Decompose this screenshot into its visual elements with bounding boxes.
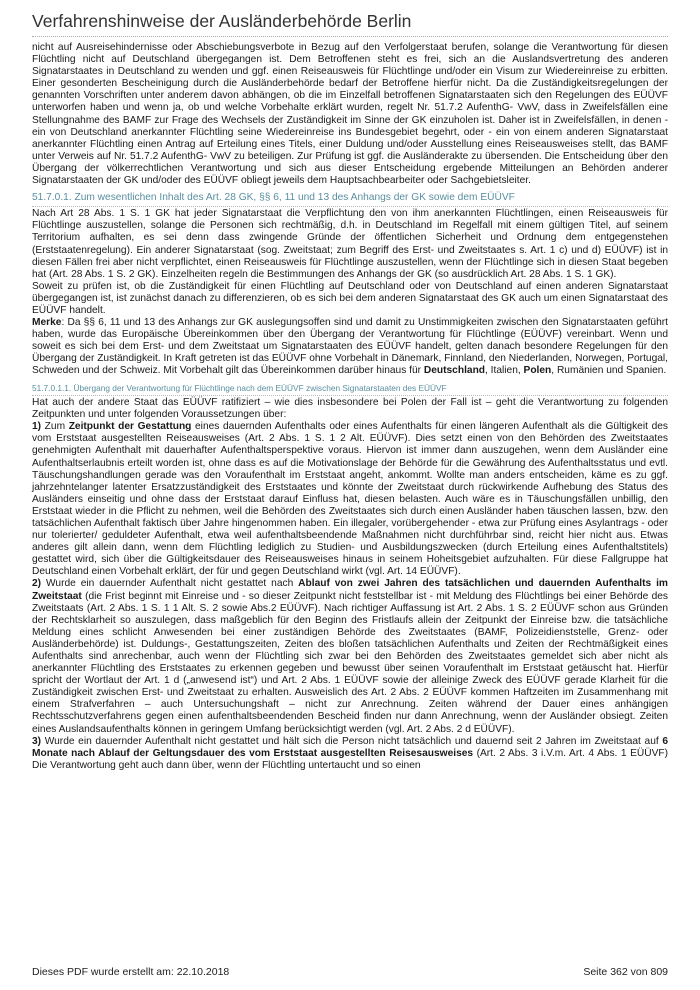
bold-text: Zeitpunkt der Gestattung xyxy=(68,421,192,433)
text-run: (die Frist beginnt mit Einreise und - so dieser Zeitpunkt nicht feststellbar ist - mit Meldung des Flüchtlings bei einer Behörde des Zweitstaats (Art. 2 Abs. 1 S. 1 1 Alt. S. 2 sowie Abs.2 EÜÜVF). Nach richtiger Auffassung ist Art. 2 Abs. 1 S. 2 EÜÜVF schon aus Gründen der Rechtsklarheit so auszulegen, dass maßgeblich für den Beginn des Fristlaufs allein der Zeitpunkt der Einreise bzw. die tatsächliche Meldung eines schlicht Anwesenden bei einer zuständigen Behörde des Zweitstaates (BAMF, Polizeidienststelle, Grenz- oder Ausländerbehörde) ist. Duldungs-, Gestattungszeiten, Zeiten des bloßen tatsächlichen Aufenthalts und Zeiten der Rechtmäßigkeit eines Aufenthalts sind anrechenbar, auch wenn der Flüchtling sich zwar bei den Behörden des Zweitstaates gemeldet sich aber nicht als anerkannter Flüchtling des Erststaates zu erkennen gegeben und bewusst über seinen Voraufenthalt im Erststaat getäuscht hat. Hierfür spricht der Wortlaut der Art. 1 d („anwesend ist“) und Art. 2 Abs. 1 EÜÜVF sowie der alleinige Zweck des EÜÜVF gerade Klarheit für die Zuständigkeit zwischen Erst- und Zweitstaat zu erhalten. Ausweislich des Art. 2 Abs. 2 EÜÜVF kommen Haftzeiten im Zusammenhang mit einem Strafverfahren – auch Untersuchungshaft – nicht zur Anrechnung. Zeiten während der Dauer eines anhängigen Rechtsschutzverfahrens gegen einen aufenthaltsbeendenden Bescheid finden nur dann Anrechnung, wenn der Ausländer obsiegt. Zeiten eines Auslandsaufenthalts können in geringem Umfang berücksichtigt werden (vgl. Art. 2 Abs. 2 d EÜÜVF). xyxy=(32,590,668,735)
text-run: eines dauernden Aufenthalts oder eines Aufenthalts für einen längeren Aufenthalt als die Gültigkeit des vom Erststaat ausgestellten Reiseausweises (Art. 2 Abs. 1 S. 1 2 Alt. EÜÜVF). Dies setzt einen von den Behörden des Zweitstaates genehmigten Aufenthalt mit dauerhafter Aufenthaltsperspektive voraus. Hiervon ist immer dann auszugehen, wenn dem Ausländer eine Aufenthaltserlaubnis erteilt worden ist, ohne dass es auf die Motivationslage der Behörde für die Gewährung des Aufenthaltsstatus und evtl. Täuschungshandlungen gerade was den Voraufenthalt im Erststaat angeht, ankommt. Wollte man anders entscheiden, käme es zu ggf. jahrzehntelanger latenter Ersatzzuständigkeit des Erststaates und könnte der Zweitstaat durch rückwirkende Aufhebung des Status des Ausländers einseitig und ohne dass der Erststaat darauf Einfluss hat, diesen belasten. Auch wäre es in Täuschungsfällen unbillig, den Erststaat wieder in die Pflicht zu nehmen, weil die Behörden des Zweitstaates sich durch einen Ausländer haben täuschen lassen, bzw. den tatsächlichen Aufenthalt faktisch über Jahre hingenommen haben. Ein illegaler, vorübergehender - etwa zur Prüfung eines Asylantrags - oder nur tolerierter/ geduldeter Aufenthalt, etwa weil aufenthaltsbeendende Maßnahmen nicht durchführbar sind, reicht hier nicht aus. Etwas anderes gilt allein dann, wenn dem Flüchtling lediglich zu Studien- und Ausbildungszwecken (durch Erteilung eines Aufenthaltstitels) gestattet wird, sich über die Gültigkeitsdauer des Reiseausweises hinaus in seinem Hoheitsgebiet aufzuhalten. Für diese Fallgruppe hat Deutschland einen Vorbehalt erklärt, der für und gegen Deutschland wirkt (vgl. Art. 14 EÜÜVF). xyxy=(32,421,668,578)
body-paragraph xyxy=(32,42,668,187)
bold-text: 3) xyxy=(32,735,42,747)
bold-text: Ablauf von zwei Jahren des tatsächlichen und dauernden Aufenthalts im Zweitstaat xyxy=(32,578,668,602)
document-page xyxy=(32,0,668,990)
text-run: Hat auch der andere Staat das EÜÜVF ratifiziert – wie dies insbesondere bei Polen der Fall ist – geht die Verantwortung zu folgenden Zeitpunkten und unter folgenden Voraussetzungen über: xyxy=(32,397,668,421)
bold-text: 2) xyxy=(32,578,42,590)
text-run: , Italien, xyxy=(485,365,524,377)
text-run: Zum xyxy=(41,421,69,433)
body-paragraph xyxy=(32,208,668,281)
bold-text: Merke xyxy=(32,317,62,329)
text-run: : Da §§ 6, 11 und 13 des Anhangs zur GK auslegungsoffen sind und damit zu Unstimmigkeiten zwischen den Signatarstaaten geführt haben, wurde das Europäische Übereinkommen über den Übergang der Verantwortung für Flüchtlinge (EÜÜVF) vereinbart. Wenn und soweit es sich bei dem Erst- und dem Zweitstaat um Signatarstaaten des EÜÜVF handelt, gelten danach besondere Regelungen für den Übergang der Zuständigkeit. In Kraft getreten ist das EÜÜVF ohne Vorbehalt in Dänemark, Finnland, den Niederlanden, Norwegen, Portugal, Schweden und der Schweiz. Mit Vorbehalt gilt das Übereinkommen darüber hinaus für xyxy=(32,317,668,377)
document-body xyxy=(32,42,668,772)
text-run: (Art. 2 Abs. 3 i.V.m. Art. 4 Abs. 1 EÜÜVF) Die Verantwortung geht auch dann über, wenn der Flüchtling untertaucht und so einen xyxy=(32,747,668,771)
page-number: Seite 362 von 809 xyxy=(583,966,668,978)
body-paragraph xyxy=(32,421,668,578)
text-run: nicht auf Ausreisehindernisse oder Abschiebungsverbote in Bezug auf den Verfolgerstaat berufen, solange die Verantwortung für diesen Flüchtling nicht auf Deutschland übergegangen ist. Dem Betroffenen steht es frei, sich an die Auslandsvertretung des anderen Signatarstaates in Deutschland zu wenden und ggf. einen Reiseausweis für Flüchtlinge und/oder ein Visum zur Wiedereinreise zu erbitten. Einer gesonderten Bescheinigung durch die Ausländerbehörde bedarf der Betroffene hierfür nicht. Da die Zuständigkeitsregelungen der genannten Vorschriften unter anderem davon abhängen, ob die im Einzelfall betroffenen Signatarstaaten sich den Regelungen des EÜÜVF unterworfen haben und wenn ja, ob und welche Vorbehalte erklärt wurden, regelt Nr. 51.7.2 AufenthG- VwV, dass in Zweifelsfällen eine Stellungnahme des BAMF zur Frage des Wechsels der Zuständigkeit im Sinne der GK einzuholen ist. Daher ist in Zweifelsfällen, in denen - ein von Deutschland anerkannter Flüchtling seine Wiedereinreise ins Bundesgebiet begehrt, oder - ein von einem anderen Signatarstaat anerkannter Flüchtling einen Antrag auf Erteilung eines Titels, einer Duldung und/oder Ausstellung eines Reiseausweises stellt, das BAMF unter Verweis auf Nr. 51.7.2 AufenthG- VwV zu beteiligen. Zur Prüfung ist ggf. die Ausländerakte zu übersenden. Die Entscheidung über den Übergang der völkerrechtlichen Verantwortung und sich aus dieser Entscheidung ergebende Mitteilungen an Behörden anderer Signatarstaaten der GK und/oder des EÜÜVF obliegt jeweils dem Hauptsachbearbeiter oder Sachgebietsleiter. xyxy=(32,42,668,187)
text-run: Wurde ein dauernder Aufenthalt nicht gestattet nach xyxy=(41,578,299,590)
creation-date-note: Dieses PDF wurde erstellt am: 22.10.2018 xyxy=(32,966,230,978)
bold-text: Polen xyxy=(523,365,552,377)
bold-text: 1) xyxy=(32,421,42,433)
bold-text: Deutschland xyxy=(423,365,486,377)
text-run: , Rumänien und Spanien. xyxy=(551,365,667,377)
body-paragraph xyxy=(32,281,668,317)
bold-text: 6 Monate nach Ablauf der Geltungsdauer des vom Erststaat ausgestellten Reisesausweises xyxy=(32,735,668,759)
body-paragraph xyxy=(32,736,668,772)
document-title: Verfahrenshinweise der Ausländerbehörde Berlin xyxy=(32,10,668,37)
page-footer xyxy=(32,966,668,979)
section-heading: 51.7.0.1. Zum wesentlichen Inhalt des Art. 28 GK, §§ 6, 11 und 13 des Anhangs der GK sowie dem EÜÜVF xyxy=(32,192,668,207)
body-paragraph xyxy=(32,317,668,377)
text-run: Wurde ein dauernder Aufenthalt nicht gestattet und hält sich die Person nicht tatsächlich und dauernd seit 2 Jahren im Zweitstaat auf xyxy=(41,735,663,747)
section-heading: 51.7.0.1.1. Übergang der Verantwortung für Flüchtlinge nach dem EÜÜVF zwischen Signatarstaaten des EÜÜVF xyxy=(32,383,668,397)
body-paragraph xyxy=(32,578,668,735)
body-paragraph xyxy=(32,397,668,421)
text-run: Soweit zu prüfen ist, ob die Zuständigkeit für einen Flüchtling auf Deutschland oder von Deutschland auf einen anderen Signatarstaat übergegangen ist, ist zunächst danach zu differenzieren, ob es sich bei dem anderen Signatarstaat des GK auch um einen Signatarstaat des EÜÜVF handelt. xyxy=(32,280,668,316)
text-run: Nach Art 28 Abs. 1 S. 1 GK hat jeder Signatarstaat die Verpflichtung den von ihm anerkannten Flüchtlingen, einen Reiseausweis für Flüchtlinge auszustellen, solange die Personen sich rechtmäßig, d.h. in Deutschland im Regelfall mit einem gültigen Titel, auf seinem Territorium aufhalten, es sei denn dass zwingende Gründe der öffentlichen Sicherheit und Ordnung dem entgegenstehen (Erststaatenregelung). Ein anderer Signatarstaat (sog. Zweitstaat; zum Begriff des Erst- und Zweitstaates s. Art. 1 c) und d) EÜÜVF) ist in diesen Fällen frei aber nicht verpflichtet, einen Reiseausweis für Flüchtlinge auszustellen, wenn der Flüchtlinge sich in diesen Staat begeben hat (Art. 28 Abs. 1 S. 2 GK). Einzelheiten regeln die Bestimmungen des Anhangs der GK (so ausdrücklich Art. 28 Abs. 1 S. 1 GK). xyxy=(32,208,668,280)
